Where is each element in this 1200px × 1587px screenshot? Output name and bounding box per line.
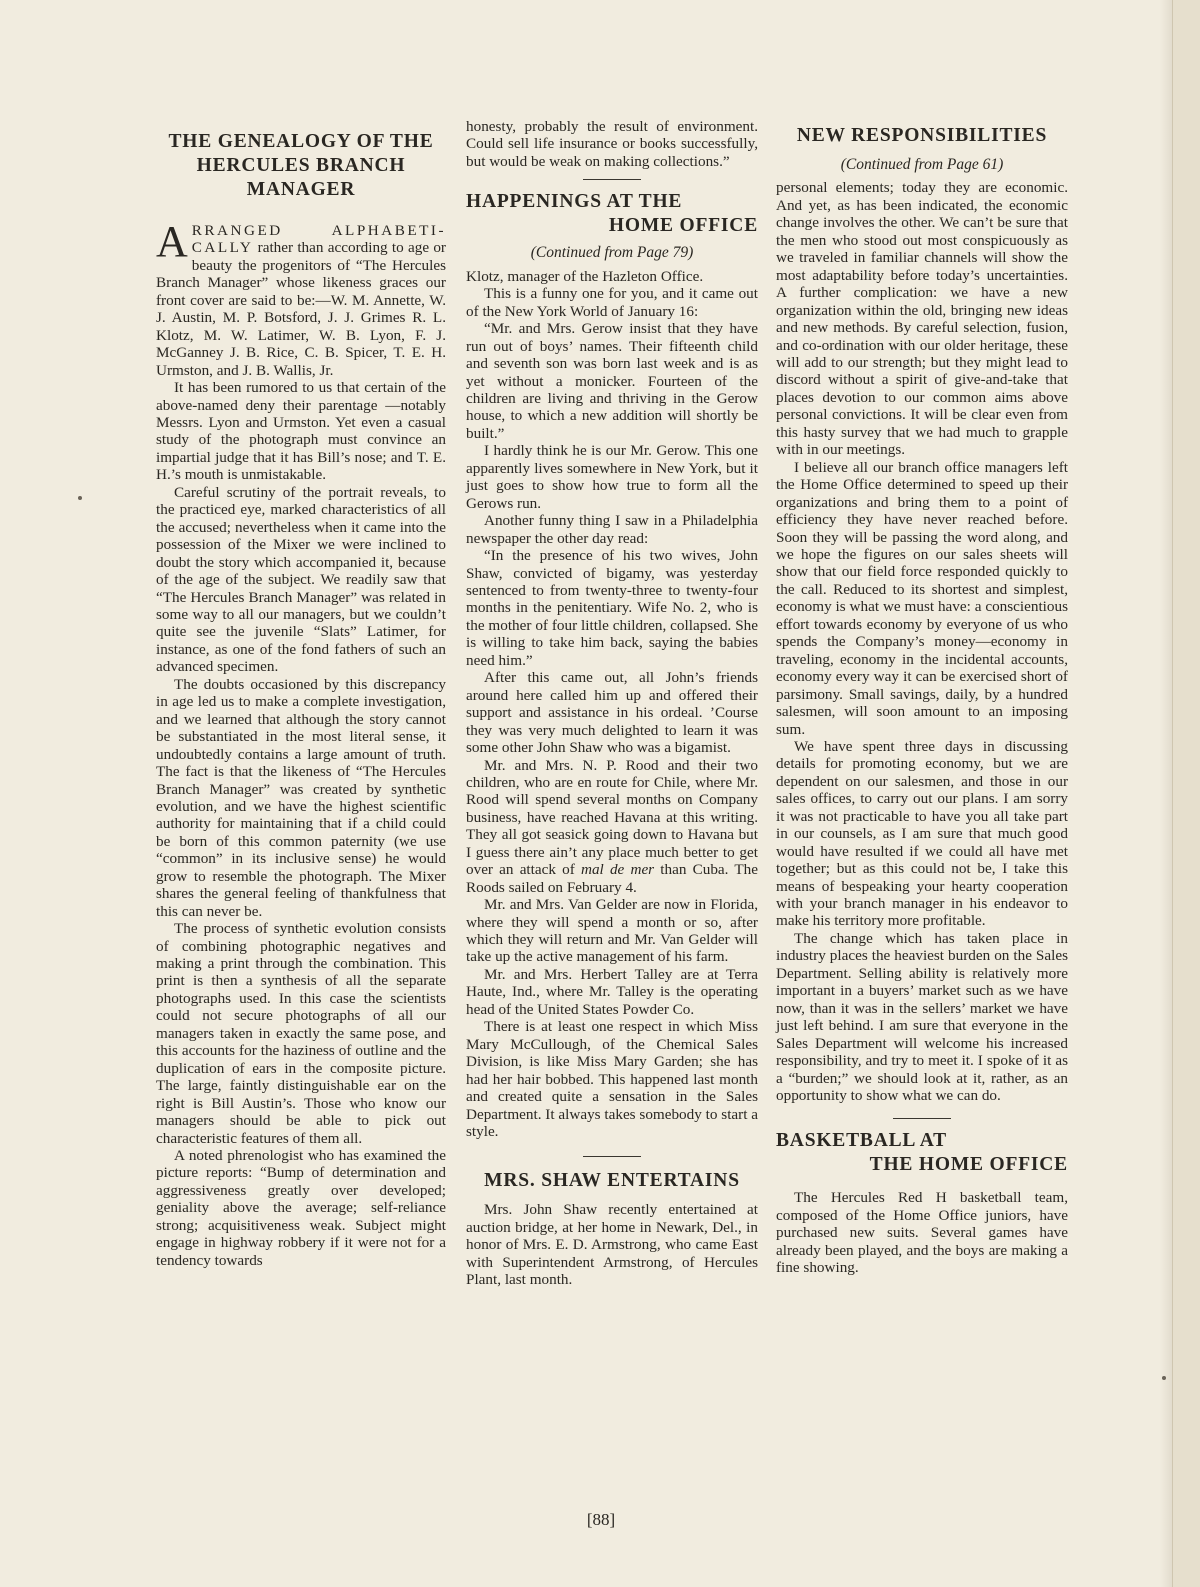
continued-from-note: (Continued from Page 79)	[530, 244, 694, 262]
article-title-happenings: HAPPENINGS AT THE HOME OFFICE	[466, 191, 758, 237]
paragraph: It has been rumored to us that certain of the above-named deny their parentage —notably Messrs. Lyon and Urmston. Yet even a casual study of the photograph must convince an impartial judge that it has Bill’s nose; and T. E. H.’s mouth is unmistakable.	[156, 379, 446, 484]
article-title-genealogy: THE GENEALOGY OF THE HERCULES BRANCH MANAGER	[168, 131, 434, 200]
paragraph: Mrs. John Shaw recently entertained at auction bridge, at her home in Newark, Del., in honor of Mrs. E. D. Armstrong, who came East with Superintendent Armstrong, of Hercules Plant, last month.	[466, 1201, 758, 1289]
column-happenings	[466, 118, 758, 1289]
paragraph: Mr. and Mrs. Herbert Talley are at Terra Haute, Ind., where Mr. Talley is the operating head of the United States Powder Co.	[466, 965, 758, 1018]
continued-from-note: (Continued from Page 61)	[840, 156, 1004, 173]
drop-cap: A	[156, 217, 188, 266]
paragraph: A noted phrenologist who has examined the picture reports: “Bump of determination and aggressiveness greatly over developed; geniality above the average; self-reliance strong; acquisitiveness weak. Subject might engage in highway robbery if it were not for a tendency towards	[156, 1147, 446, 1269]
paragraph: The change which has taken place in industry places the heaviest burden on the Sales Department. Selling ability is relatively more important in a buyers’ market such as we have now, than it was in the sellers’ market we have just left behind. I am sure that everyone in the Sales Department will welcome his increased responsibility, and try to meet it. I spoke of it as a “burden;” we should look at it, rather, as an opportunity to show what we can do.	[776, 929, 1068, 1105]
paragraph: Another funny thing I saw in a Philadelphia newspaper the other day read:	[466, 512, 758, 547]
page-gutter-shadow	[1160, 0, 1172, 1587]
paragraph: There is at least one respect in which Miss Mary McCullough, of the Chemical Sales Division, is like Miss Mary Garden; she has had her hair bobbed. This happened last month and created quite a sensation in the Sales Department. It always takes somebody to start a style.	[466, 1018, 758, 1141]
paragraph: The process of synthetic evolution consists of combining photographic negatives and making a print through the combination. This print is then a synthesis of all the separate photographs used. In this case the scientists could not secure photographs of all our managers taken in exactly the same pose, and this accounts for the haziness of outline and the duplication of ears in the composite picture. The large, faintly distinguishable ear on the right is Bill Austin’s. Those who know our managers should be able to pick out characteristic features of them all.	[156, 920, 446, 1147]
section-divider	[583, 179, 641, 180]
paragraph-roods: Mr. and Mrs. N. P. Rood and their two children, who are en route for Chile, where Mr. Rood will spend several months on Company business, have reached Havana at this writing. They all got seasick going down to Havana but I guess there ain’t any place much better to get over an attack of mal de mer than Cuba. The Roods sailed on February 4.	[466, 756, 758, 896]
paragraph: Careful scrutiny of the portrait reveals, to the practiced eye, marked characteristics of all the accused; nevertheless when it came into the possession of the Mixer we were inclined to doubt the story which accompanied it, because of the age of the subject. We readily saw that “The Hercules Branch Manager” was related in some way to all our managers, but we couldn’t quite see the juvenile “Slats” Latimer, for instance, as one of the fond fathers of such an advanced specimen.	[156, 483, 446, 676]
paragraph: Klotz, manager of the Hazleton Office.	[466, 267, 704, 285]
page-number: [88]	[586, 1510, 616, 1529]
page-speck	[1162, 1376, 1166, 1380]
paragraph: I hardly think he is our Mr. Gerow. This one apparently lives somewhere in New York, but it just goes to show how true to form all the Gerows run.	[466, 442, 758, 512]
article-title-basketball: BASKETBALL AT THE HOME OFFICE	[776, 1130, 1068, 1176]
paragraph: “Mr. and Mrs. Gerow insist that they have run out of boys’ names. Their fifteenth child and seventh son was born last week and is as yet without a monicker. Fourteen of the children are living and thriving in the Gerow house, to which a new addition will shortly be built.”	[466, 320, 758, 442]
section-divider	[893, 1118, 951, 1119]
paragraph: I believe all our branch office managers left the Home Office determined to speed up their organizations and bring them to a point of efficiency they have never reached before. Soon they will be passing the word along, and we hope the figures on our sales sheets will show that our field force responded quickly to the call. Reduced to its shortest and simplest, economy is what we must have: a conscientious effort towards economy by everyone of us who spends the Company’s money—economy in traveling, economy in the incidental accounts, economy every way it can be exercised short of parsimony. Small savings, daily, by a hundred salesmen, will soon amount to an imposing sum.	[776, 458, 1068, 738]
section-divider	[583, 1156, 641, 1157]
paragraph: After this came out, all John’s friends around here called him up and offered their support and assistance in his ordeal. ’Course they was very much delighted to learn it was some other John Shaw who was a bigamist.	[466, 669, 758, 757]
genealogy-intro-paragraph: ARRANGED ALPHABETI-CALLY rather than according to age or beauty the progenitors of “The Hercules Branch Manager” whose likeness graces our front cover are said to be:—W. M. Annette, W. J. Austin, M. P. Botsford, J. J. Grimes R. L. Klotz, M. W. Latimer, W. B. Lyon, F. J. McGanney J. B. Rice, C. B. Spicer, T. E. H. Urmston, and J. B. Wallis, Jr.	[156, 217, 446, 379]
paragraph: Mr. and Mrs. Van Gelder are now in Florida, where they will spend a month or so, after which they will return and Mr. Van Gelder will take up the active management of his farm.	[466, 896, 758, 966]
paragraph: The Hercules Red H basketball team, composed of the Home Office juniors, have purchased new suits. Several games have already been played, and the boys are making a fine showing.	[776, 1189, 1068, 1277]
page-speck	[78, 496, 82, 500]
paragraph: “In the presence of his two wives, John Shaw, convicted of bigamy, was yesterday sentenced to from twenty-three to twenty-four months in the penitentiary. Wife No. 2, who is the mother of four little children, collapsed. She is willing to take him back, saying the babies need him.”	[466, 547, 758, 669]
column-responsibilities	[776, 118, 1068, 1277]
paragraph: We have spent three days in discussing details for promoting economy, but we are dependent on our salesmen, and those in our sales offices, to carry out our plans. I am sorry it was not practicable to have you all take part in our counsels, as I am sure that much good would have resulted if we could all have met together; but as this could not be, I take this means of bespeaking your hearty cooperation with your branch manager in his endeavor to make his territory more profitable.	[776, 737, 1068, 930]
adjacent-page-edge	[1172, 0, 1200, 1587]
article-title-responsibilities: NEW RESPONSIBILITIES	[796, 125, 1048, 146]
column-genealogy	[156, 118, 446, 1269]
paragraph: The doubts occasioned by this discrepancy in age led us to make a complete investigation, and we learned that although the story cannot be substantiated in the most literal sense, it undoubtedly contains a large amount of truth. The fact is that the likeness of “The Hercules Branch Manager” was created by synthetic evolution, and we have the highest scientific authority for maintaining that if a child could be born of this common paternity (we use “common” in its inclusive sense) he would grow to resemble the photograph. The Mixer shares the general feeling of thankfulness that this can never be.	[156, 675, 446, 920]
article-title-shaw: MRS. SHAW ENTERTAINS	[484, 1170, 740, 1192]
continued-text: honesty, probably the result of environment. Could sell life insurance or books successfully, but would be weak on making collections.”	[466, 118, 758, 170]
paragraph: personal elements; today they are economic. And yet, as has been indicated, the economic change involves the other. We can’t be sure that the men who stood out most conspicuously as we traveled in familiar channels will show the most adaptability before today’s uncertainties. A further complication: we have a new organization within the old, bringing new ideas and new methods. By careful selection, fusion, and co-ordination with our older heritage, these will add to our strength; but they might lead to discord without a spirit of give-and-take that places devotion to our common aims above personal convictions. It will be clear even from this hasty survey that we had much to grapple with in our meetings.	[776, 179, 1068, 459]
paragraph: This is a funny one for you, and it came out of the New York World of January 16:	[466, 285, 758, 320]
